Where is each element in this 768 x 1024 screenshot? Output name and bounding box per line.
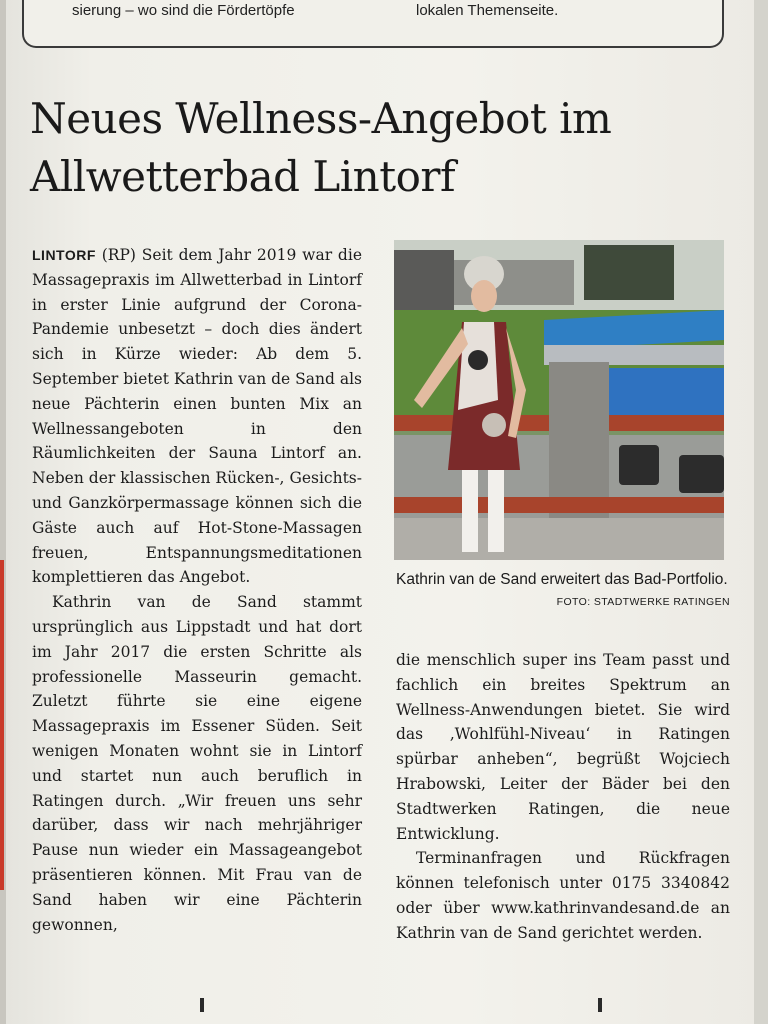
photo-credit: FOTO: STADTWERKE RATINGEN [556,596,730,608]
photo-caption-block [396,568,730,608]
paragraph-2: Kathrin van de Sand stammt ursprünglich aus Lippstadt und hat dort im Jahr 2017 die ersten Schritte als professionelle Masseurin gemacht. Zuletzt führte sie eine eigene Massagepraxis im Essener Süden. Seit wenigen Monaten wohnt sie in Lintorf und startet nun auch beruflich in Ratingen durch. „Wir freuen uns sehr darüber, dass wir nach mehrjähriger Pause nun wieder ein Massageangebot präsentieren können. Mit Frau van de Sand haben wir eine Pächterin gewonnen, [32,593,362,934]
article-photo [394,240,724,560]
page-right-edge [754,0,768,1024]
paragraph-3: die menschlich super ins Team passt und fachlich ein breites Spektrum an Wellness-Anwendungen bietet. Sie wird das ‚Wohlfühl-Niveau‘ in Ratingen spürbar anheben“, begrüßt Wojciech Hrabowski, Leiter der Bäder bei den Stadtwerken Ratingen, die neue Entwicklung. [396,651,730,843]
paragraph-4: Terminanfragen und Rückfragen können telefonisch unter 0175 3340842 oder über www.kathrinvandesand.de an Kathrin van de Sand gerichtet werden. [396,849,730,942]
red-margin-mark [0,560,4,890]
teaser-left: sierung – wo sind die Fördertöpfe [72,2,295,19]
article-column-left [32,243,362,937]
paper-mark [200,998,204,1012]
dateline: LINTORF [32,247,96,263]
photo-illustration [394,240,724,560]
article-headline: Neues Wellness-Angebot im Allwetterbad Lintorf [30,94,612,201]
article-column-right [396,648,730,946]
paragraph-1-text: (RP) Seit dem Jahr 2019 war die Massagepraxis im Allwetterbad in Lintorf in erster Linie aufgrund der Corona-Pandemie unbesetzt – doch dies ändert sich in Kürze wieder: Ab dem 5. September bietet Kathrin van de Sand als neue Pächterin einen bunten Mix an Wellnessangeboten in den Räumlichkeiten der Sauna Lintorf an. Neben der klassischen Rücken-, Gesichts- und Ganzkörpermassage können sich die Gäste auch auf Hot-Stone-Massagen freuen, Entspannungsmeditationen komplettieren das Angebot. [32,246,362,587]
paragraph-1 [32,243,362,590]
top-teaser-box [22,0,724,48]
photo-caption: Kathrin van de Sand erweitert das Bad-Portfolio. [396,571,728,588]
teaser-right: lokalen Themenseite. [416,2,559,19]
paper-mark [598,998,602,1012]
